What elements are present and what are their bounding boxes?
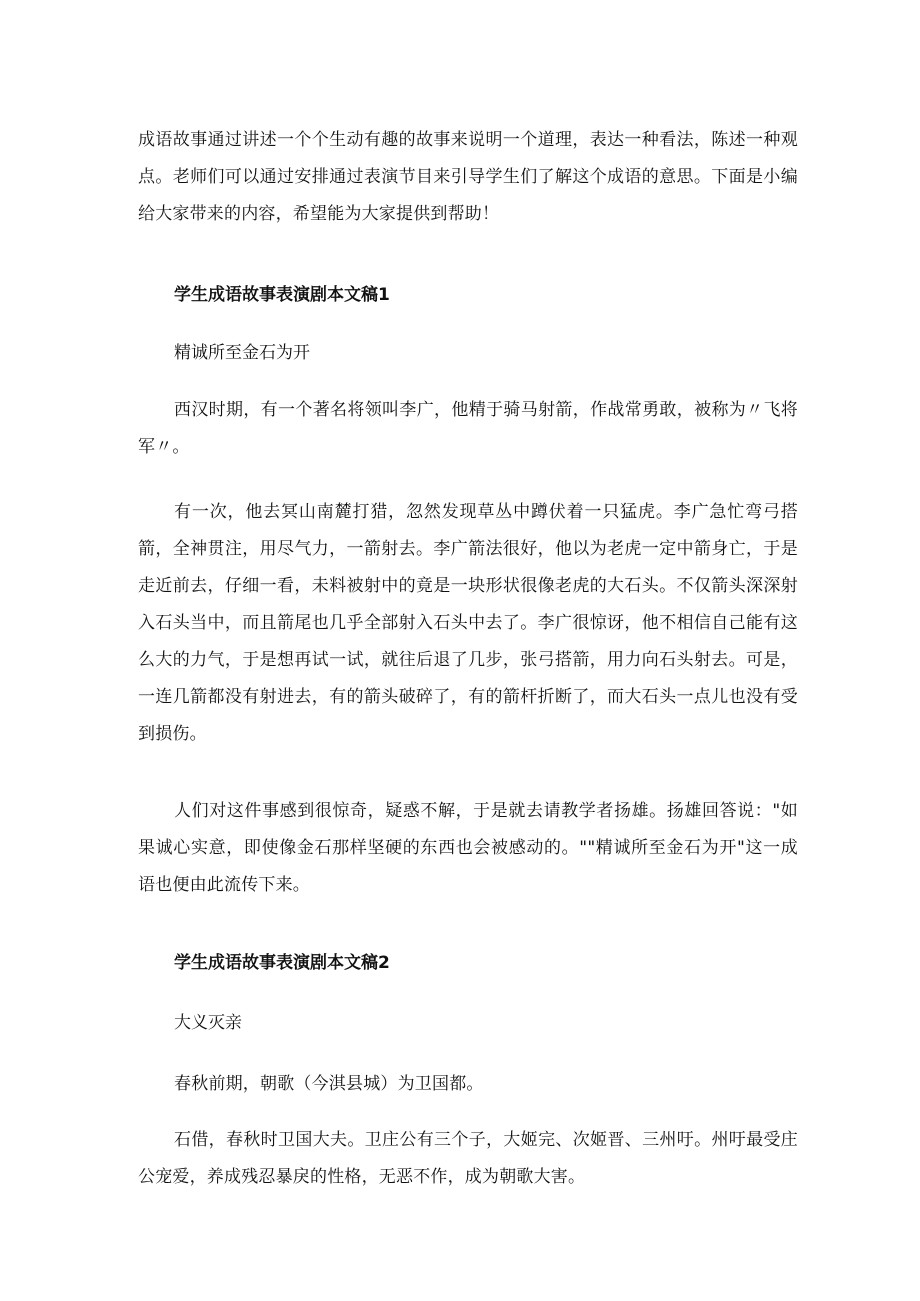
intro-paragraph: 成语故事通过讲述一个个生动有趣的故事来说明一个道理，表达一种看法，陈述一种观点。老师们可以通过安排通过表演节目来引导学生们了解这个成语的意思。下面是小编给大家带来的内容，希望能为大家提供到帮助！ bbox=[138, 130, 798, 224]
section-2-heading: 学生成语故事表演剧本文稿2 bbox=[174, 953, 390, 973]
section-2-story-title: 大义灭亲 bbox=[174, 1013, 242, 1033]
section-1-paragraph-2: 有一次，他去冥山南麓打猎，忽然发现草丛中蹲伏着一只猛虎。李广急忙弯弓搭箭，全神贯注，用尽气力，一箭射去。李广箭法很好，他以为老虎一定中箭身亡，于是走近前去，仔细一看，未料被射中的竟是一块形状很像老虎的大石头。不仅箭头深深射入石头当中，而且箭尾也几乎全部射入石头中去了。李广很惊讶，他不相信自己能有这么大的力气，于是想再试一试，就往后退了几步，张弓搭箭，用力向石头射去。可是，一连几箭都没有射进去，有的箭头破碎了，有的箭杆折断了，而大石头一点儿也没有受到损伤。 bbox=[138, 502, 798, 744]
section-2-paragraph-2: 石借，春秋时卫国大夫。卫庄公有三个子，大姬完、次姬晋、三州吁。州吁最受庄公宠爱，养成残忍暴戾的性格，无恶不作，成为朝歌大害。 bbox=[138, 1130, 798, 1187]
section-1-paragraph-1: 西汉时期，有一个著名将领叫李广，他精于骑马射箭，作战常勇敢，被称为〃飞将军〃。 bbox=[138, 400, 798, 457]
section-1-paragraph-3: 人们对这件事感到很惊奇，疑惑不解，于是就去请教学者扬雄。扬雄回答说："如果诚心实意，即使像金石那样坚硬的东西也会被感动的。""精诚所至金石为开"这一成语也便由此流传下来。 bbox=[138, 801, 798, 895]
section-1-heading: 学生成语故事表演剧本文稿1 bbox=[174, 285, 390, 305]
section-2-paragraph-1: 春秋前期，朝歌（今淇县城）为卫国都。 bbox=[174, 1074, 484, 1094]
section-1-story-title: 精诚所至金石为开 bbox=[174, 343, 310, 363]
